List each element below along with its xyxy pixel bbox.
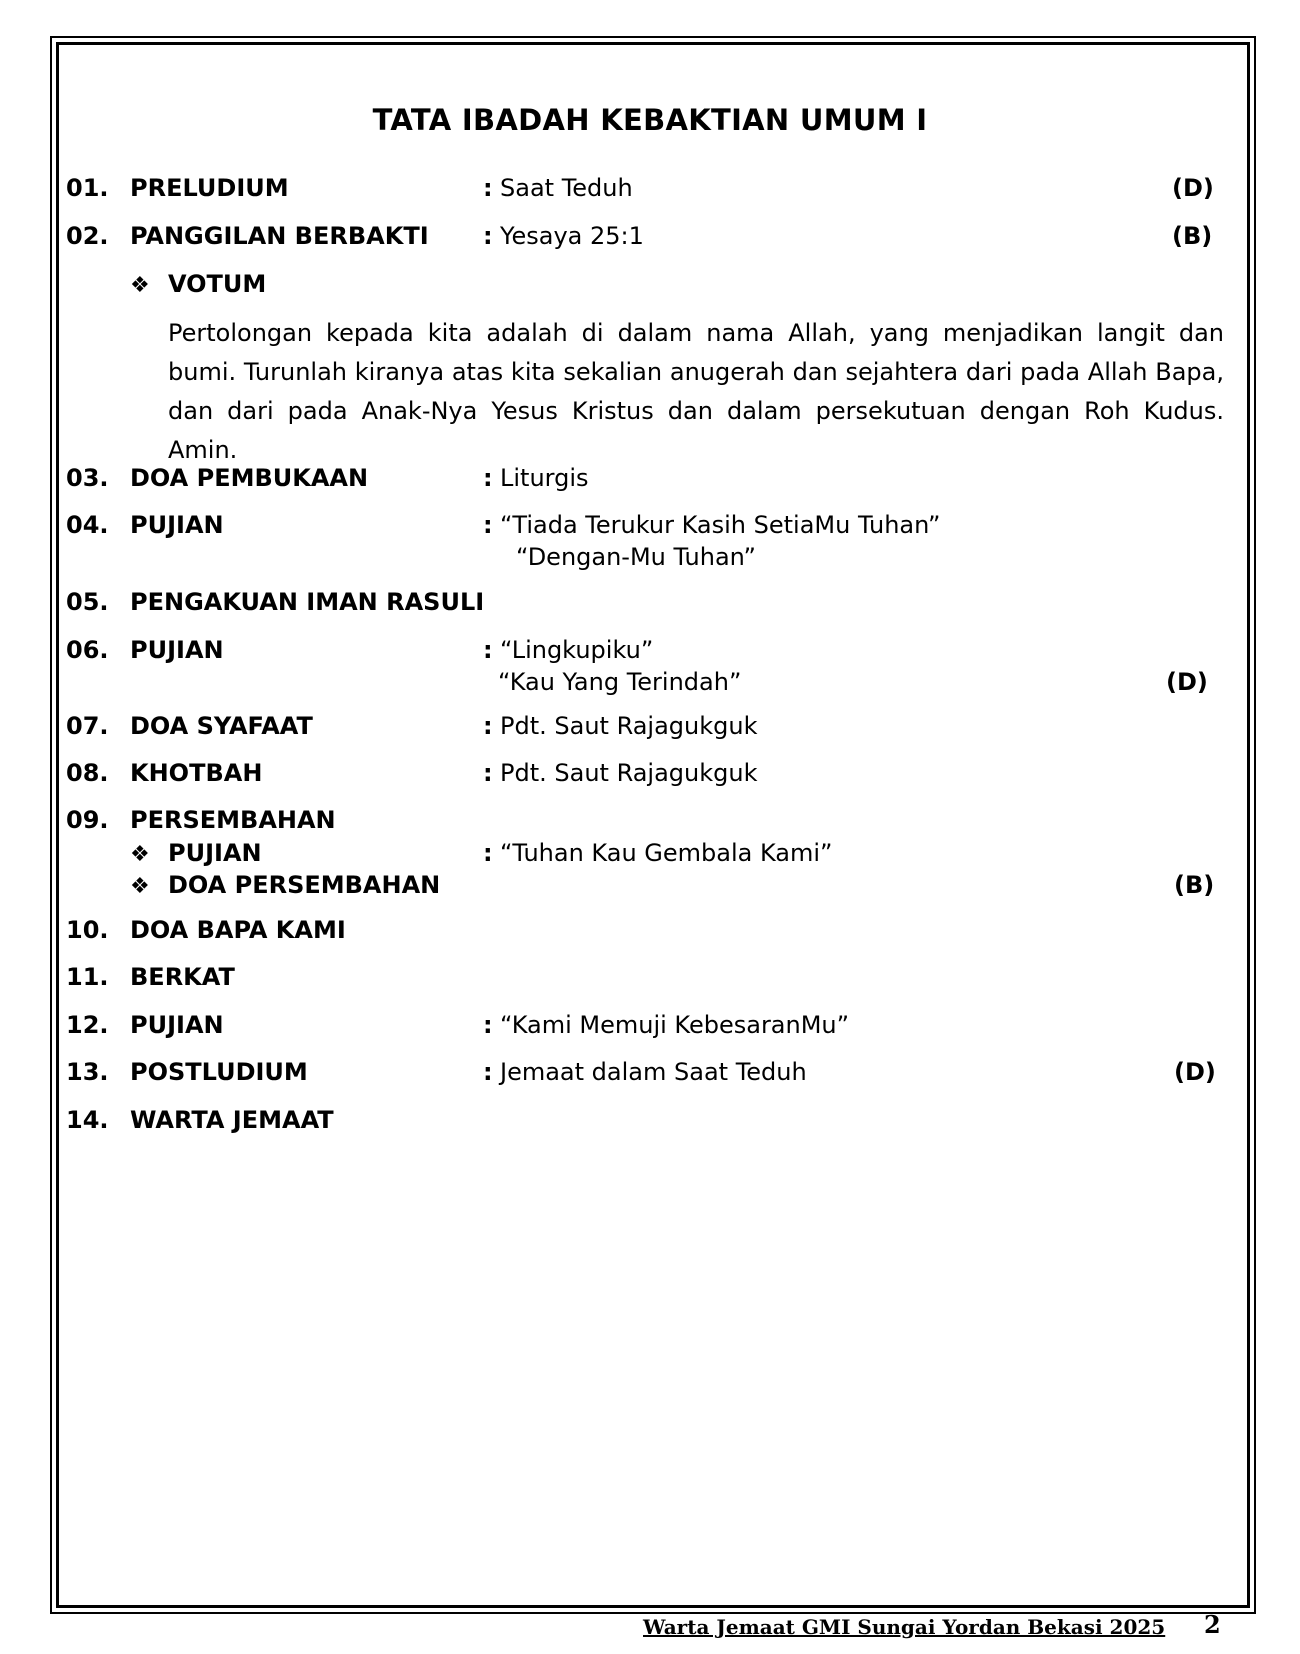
item-code: (B) (1174, 871, 1215, 899)
diamond-bullet-icon: ❖ (130, 273, 150, 298)
votum-heading (0, 270, 1300, 306)
item-value: “Kami Memuji KebesaranMu” (500, 1011, 850, 1039)
list-item-10 (0, 916, 1300, 952)
list-item-04-line2 (0, 543, 1300, 579)
item-label: DOA SYAFAAT (130, 712, 313, 740)
item-value: “Tuhan Kau Gembala Kami” (500, 839, 833, 867)
item-number: 06. (66, 636, 109, 664)
item-label: PUJIAN (130, 636, 224, 664)
item-value: Yesaya 25:1 (500, 222, 644, 250)
votum-label: VOTUM (168, 270, 267, 298)
item-colon: : (483, 174, 493, 202)
item-label: WARTA JEMAAT (130, 1106, 334, 1134)
persembahan-sub-doa (0, 871, 1300, 907)
item-colon: : (483, 1011, 493, 1039)
list-item-11 (0, 963, 1300, 999)
item-label: PANGGILAN BERBAKTI (130, 222, 429, 250)
item-number: 08. (66, 759, 109, 787)
persembahan-sub-pujian (0, 839, 1300, 875)
item-value-second: “Kau Yang Terindah” (498, 668, 742, 696)
item-number: 13. (66, 1058, 109, 1086)
item-number: 11. (66, 963, 109, 991)
item-number: 12. (66, 1011, 109, 1039)
list-item-14 (0, 1106, 1300, 1142)
item-colon: : (483, 1058, 493, 1086)
item-number: 07. (66, 712, 109, 740)
item-number: 10. (66, 916, 109, 944)
list-item-09 (0, 806, 1300, 842)
item-number: 05. (66, 588, 109, 616)
list-item-13 (0, 1058, 1300, 1094)
page-title: TATA IBADAH KEBAKTIAN UMUM I (372, 103, 928, 137)
footer-text: Warta Jemaat GMI Sungai Yordan Bekasi 2025 (643, 1615, 1166, 1639)
item-colon: : (483, 222, 493, 250)
item-label: BERKAT (130, 963, 235, 991)
item-number: 09. (66, 806, 109, 834)
list-item-08 (0, 759, 1300, 795)
item-value: Pdt. Saut Rajagukguk (500, 712, 758, 740)
item-number: 01. (66, 174, 109, 202)
page-number: 2 (1204, 1610, 1221, 1639)
item-colon: : (483, 511, 493, 539)
item-value: “Lingkupiku” (500, 636, 654, 664)
list-item-03 (0, 464, 1300, 500)
item-value: Jemaat dalam Saat Teduh (500, 1058, 807, 1086)
item-colon: : (483, 839, 493, 867)
item-number: 03. (66, 464, 109, 492)
item-number: 02. (66, 222, 109, 250)
list-item-06 (0, 636, 1300, 672)
diamond-bullet-icon: ❖ (130, 874, 150, 899)
item-colon: : (483, 759, 493, 787)
item-value-second: “Dengan-Mu Tuhan” (516, 543, 756, 571)
item-number: 14. (66, 1106, 109, 1134)
item-colon: : (483, 636, 493, 664)
list-item-12 (0, 1011, 1300, 1047)
item-label: POSTLUDIUM (130, 1058, 308, 1086)
item-label: PRELUDIUM (130, 174, 289, 202)
votum-text: Pertolongan kepada kita adalah di dalam nama Allah, yang menjadikan langit dan bumi. Turunlah kiranya atas kita sekalian anugerah dan sejahtera dari pada Allah Bapa, dan dari pada Anak-Nya Yesus Kristus dan dalam persekutuan dengan Roh Kudus. Amin. (168, 319, 1224, 464)
item-number: 04. (66, 511, 109, 539)
item-label: PUJIAN (130, 1011, 224, 1039)
item-value: Saat Teduh (500, 174, 633, 202)
item-label: DOA BAPA KAMI (130, 916, 346, 944)
list-item-02 (0, 222, 1300, 258)
item-value: “Tiada Terukur Kasih SetiaMu Tuhan” (500, 511, 941, 539)
list-item-07 (0, 712, 1300, 748)
list-item-06-line2 (0, 668, 1300, 704)
item-label: KHOTBAH (130, 759, 263, 787)
item-label: PENGAKUAN IMAN RASULI (130, 588, 485, 616)
item-colon: : (483, 464, 493, 492)
item-value: Liturgis (500, 464, 589, 492)
sub-label: PUJIAN (168, 839, 262, 867)
item-value: Pdt. Saut Rajagukguk (500, 759, 758, 787)
sub-label: DOA PERSEMBAHAN (168, 871, 441, 899)
item-code: (B) (1172, 222, 1213, 250)
diamond-bullet-icon: ❖ (130, 842, 150, 867)
item-label: PERSEMBAHAN (130, 806, 336, 834)
item-code: (D) (1166, 668, 1208, 696)
item-label: PUJIAN (130, 511, 224, 539)
list-item-05 (0, 588, 1300, 624)
item-colon: : (483, 712, 493, 740)
item-code: (D) (1174, 1058, 1216, 1086)
item-label: DOA PEMBUKAAN (130, 464, 369, 492)
list-item-01 (0, 174, 1300, 210)
list-item-04 (0, 511, 1300, 547)
item-code: (D) (1172, 174, 1214, 202)
